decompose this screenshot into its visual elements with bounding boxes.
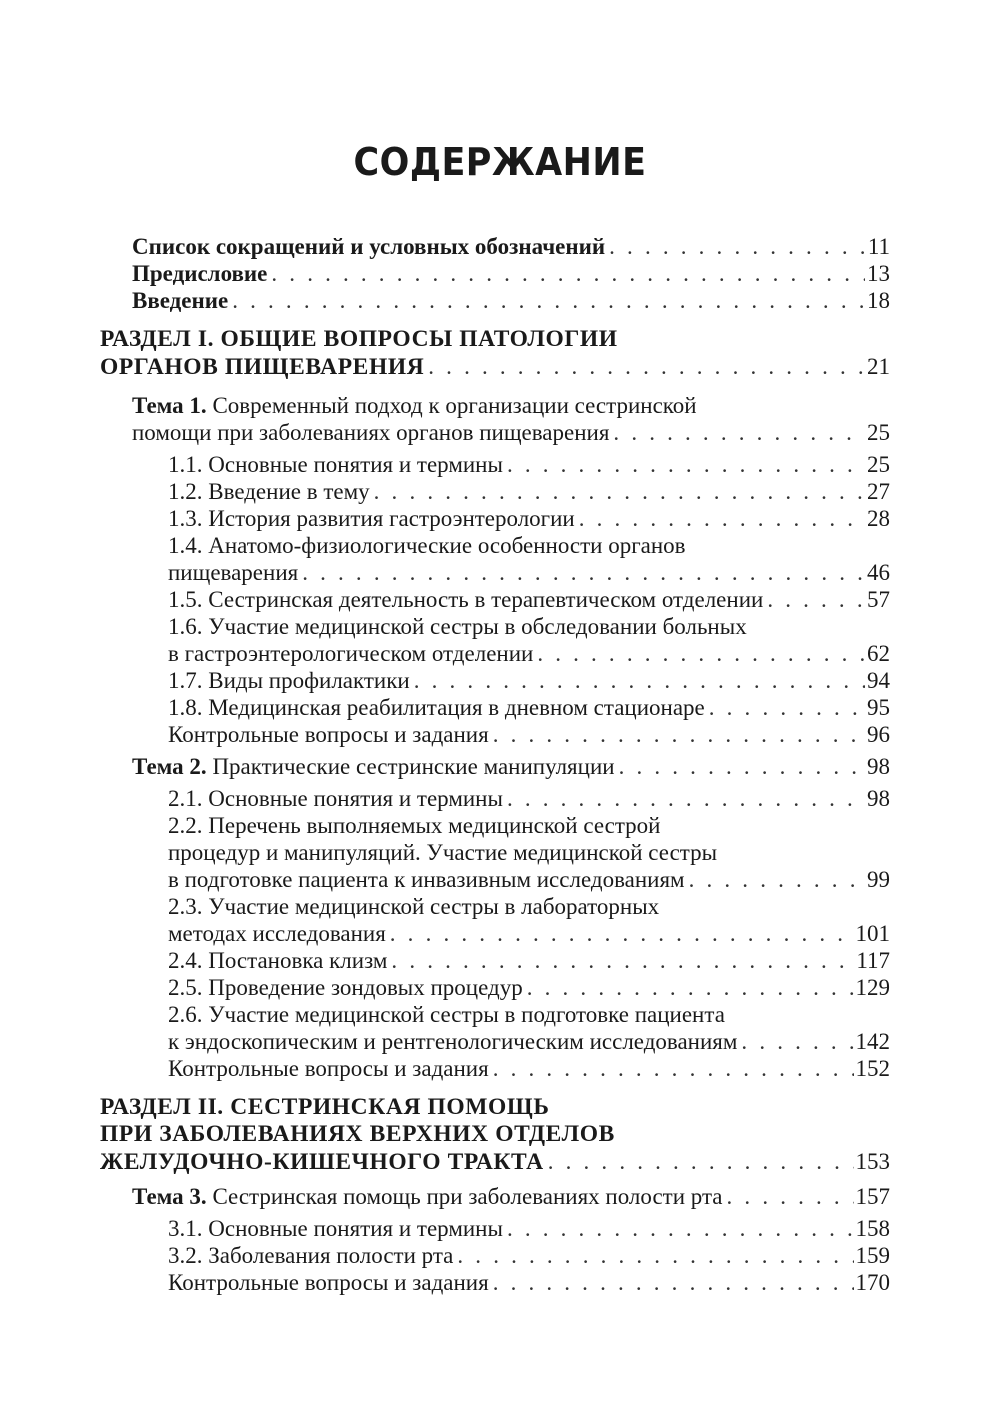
topic-title (132, 753, 615, 780)
toc-page-number: 99 (867, 867, 890, 892)
toc-entry-topic-3[interactable] (100, 1183, 890, 1210)
toc-entry-2-3-line1: 2.3. Участие медицинской сестры в лабораторных (168, 894, 660, 919)
dot-leader (579, 505, 865, 532)
toc-entry-abbreviations[interactable] (100, 233, 890, 260)
toc-entry-label: Контрольные вопросы и задания (168, 1270, 489, 1295)
toc-page-number: 157 (855, 1184, 890, 1209)
toc-entry-2-1[interactable] (100, 785, 890, 812)
topic-label: Тема 1. (132, 393, 207, 418)
toc-entry-introduction[interactable] (100, 287, 890, 314)
toc-entry-label: 1.1. Основные понятия и термины (168, 452, 503, 477)
dot-leader (493, 1055, 854, 1082)
toc-entry-3-2[interactable] (100, 1242, 890, 1269)
toc-page-number: 46 (867, 560, 890, 585)
dot-leader (414, 667, 865, 694)
toc-entry-section-2[interactable] (100, 1148, 890, 1175)
toc-entry-label: 1.7. Виды профилактики (168, 668, 410, 693)
topic-title-text: Сестринская помощь при заболеваниях полости рта (212, 1184, 723, 1209)
toc-page-number: 101 (855, 921, 890, 946)
toc-entry-1-6-line1: 1.6. Участие медицинской сестры в обследовании больных (168, 614, 747, 639)
toc-page-number: 153 (855, 1149, 890, 1174)
toc-entry-label: Контрольные вопросы и задания (168, 1056, 489, 1081)
dot-leader (741, 1028, 853, 1055)
dot-leader (493, 1269, 854, 1296)
topic-1-heading (100, 392, 890, 419)
toc-entry-label: в гастроэнтерологическом отделении (168, 641, 534, 666)
dot-leader (537, 640, 865, 667)
toc-page-number: 159 (855, 1243, 890, 1268)
toc-page-number: 18 (867, 288, 890, 313)
topic-label: Тема 3. (132, 1184, 207, 1209)
dot-leader (507, 785, 865, 812)
toc-entry-2-2[interactable] (100, 866, 890, 893)
section-1-heading-line1: РАЗДЕЛ I. ОБЩИЕ ВОПРОСЫ ПАТОЛОГИИ (100, 326, 618, 352)
dot-leader (302, 559, 865, 586)
toc-page-number: 95 (867, 695, 890, 720)
toc-entry-2-5[interactable] (100, 974, 890, 1001)
topic-title-text: Практические сестринские манипуляции (212, 754, 615, 779)
dot-leader (457, 1242, 853, 1269)
toc-entry-1-questions[interactable] (100, 721, 890, 748)
topic-title-line1: Современный подход к организации сестринской (212, 393, 697, 418)
toc-page-number: 57 (867, 587, 890, 612)
section-2-heading-line1: РАЗДЕЛ II. СЕСТРИНСКАЯ ПОМОЩЬ (100, 1094, 550, 1120)
toc-entry-1-1[interactable] (100, 451, 890, 478)
dot-leader (767, 586, 865, 613)
toc-entry-2-2-line2: процедур и манипуляций. Участие медицинской сестры (168, 840, 718, 865)
toc-entry-1-8[interactable] (100, 694, 890, 721)
toc-entry-topic-2[interactable] (100, 753, 890, 780)
toc-entry-section-1[interactable] (100, 353, 890, 380)
toc-entry-label: 1.5. Сестринская деятельность в терапевтическом отделении (168, 587, 764, 612)
dot-leader (709, 694, 865, 721)
toc-entry-2-3[interactable] (100, 920, 890, 947)
toc-entry-label: Введение (132, 288, 229, 313)
toc-page-number: 27 (867, 479, 890, 504)
toc-entry-1-6[interactable] (100, 640, 890, 667)
topic-label: Тема 2. (132, 754, 207, 779)
toc-page-number: 25 (867, 452, 890, 477)
toc-entry-label: 1.8. Медицинская реабилитация в дневном стационаре (168, 695, 705, 720)
toc-entry-label: методах исследования (168, 921, 386, 946)
topic-title (132, 1183, 723, 1210)
dot-leader (390, 920, 854, 947)
toc-page-number: 11 (867, 234, 890, 259)
toc-entry-3-1[interactable] (100, 1215, 890, 1242)
dot-leader (689, 866, 865, 893)
toc-entry-label: 2.4. Постановка клизм (168, 948, 388, 973)
dot-leader (609, 233, 866, 260)
toc-page-number: 142 (855, 1029, 890, 1054)
section-2-heading-line3: ЖЕЛУДОЧНО-КИШЕЧНОГО ТРАКТА (100, 1149, 544, 1175)
topic-title-line2: помощи при заболеваниях органов пищеварения (132, 420, 610, 445)
section-2-heading-line2: ПРИ ЗАБОЛЕВАНИЯХ ВЕРХНИХ ОТДЕЛОВ (100, 1121, 615, 1147)
toc-entry-label: пищеварения (168, 560, 299, 585)
dot-leader (428, 353, 865, 380)
toc-entry-label: 2.1. Основные понятия и термины (168, 786, 503, 811)
toc-page-number: 152 (855, 1056, 890, 1081)
dot-leader (391, 947, 854, 974)
toc-page-number: 129 (855, 975, 890, 1000)
toc-entry-label: 1.3. История развития гастроэнтерологии (168, 506, 575, 531)
dot-leader (619, 753, 865, 780)
toc-entry-2-6[interactable] (100, 1028, 890, 1055)
dot-leader (271, 260, 865, 287)
toc-entry-1-3[interactable] (100, 505, 890, 532)
toc-entry-label: 1.2. Введение в тему (168, 479, 370, 504)
toc-page-number: 21 (867, 354, 890, 379)
dot-leader (527, 974, 854, 1001)
dot-leader (374, 478, 865, 505)
toc-entry-1-7[interactable] (100, 667, 890, 694)
toc-page-number: 170 (855, 1270, 890, 1295)
toc-entry-label: Контрольные вопросы и задания (168, 722, 489, 747)
toc-entry-3-questions[interactable] (100, 1269, 890, 1296)
toc-page-number: 94 (867, 668, 890, 693)
toc-entry-label: в подготовке пациента к инвазивным исследованиям (168, 867, 685, 892)
dot-leader (507, 451, 865, 478)
dot-leader (493, 721, 865, 748)
toc-entry-1-2[interactable] (100, 478, 890, 505)
toc-entry-2-6-line1: 2.6. Участие медицинской сестры в подготовке пациента (168, 1002, 725, 1027)
toc-entry-2-2-line1: 2.2. Перечень выполняемых медицинской сестрой (168, 813, 661, 838)
toc-entry-1-4[interactable] (100, 559, 890, 586)
page-title: СОДЕРЖАНИЕ (353, 140, 647, 184)
toc-page-number: 62 (867, 641, 890, 666)
toc-entry-label: к эндоскопическим и рентгенологическим исследованиям (168, 1029, 738, 1054)
toc-page-number: 158 (855, 1216, 890, 1241)
dot-leader (613, 419, 865, 446)
toc-page-number: 96 (867, 722, 890, 747)
toc-page-number: 98 (867, 754, 890, 779)
toc-page-number: 28 (867, 506, 890, 531)
toc-entry-label: Предисловие (132, 261, 268, 286)
toc-entry-label: 3.2. Заболевания полости рта (168, 1243, 454, 1268)
toc-page-number: 13 (867, 261, 890, 286)
toc-entry-1-5[interactable] (100, 586, 890, 613)
toc-entry-1-4-line1: 1.4. Анатомо-физиологические особенности органов (168, 533, 686, 558)
toc-entry-label: Список сокращений и условных обозначений (132, 234, 606, 259)
dot-leader (548, 1148, 854, 1175)
toc-page-number: 117 (856, 948, 890, 973)
section-1-heading-line2: ОРГАНОВ ПИЩЕВАРЕНИЯ (100, 354, 425, 380)
toc-entry-label: 3.1. Основные понятия и термины (168, 1216, 503, 1241)
toc-entry-2-4[interactable] (100, 947, 890, 974)
toc-page-number: 25 (867, 420, 890, 445)
toc-entry-label: 2.5. Проведение зондовых процедур (168, 975, 523, 1000)
table-of-contents (100, 233, 890, 1296)
toc-entry-2-questions[interactable] (100, 1055, 890, 1082)
dot-leader (727, 1183, 854, 1210)
dot-leader (507, 1215, 854, 1242)
dot-leader (232, 287, 865, 314)
toc-page-number: 98 (867, 786, 890, 811)
toc-entry-preface[interactable] (100, 260, 890, 287)
toc-entry-topic-1[interactable] (100, 419, 890, 446)
